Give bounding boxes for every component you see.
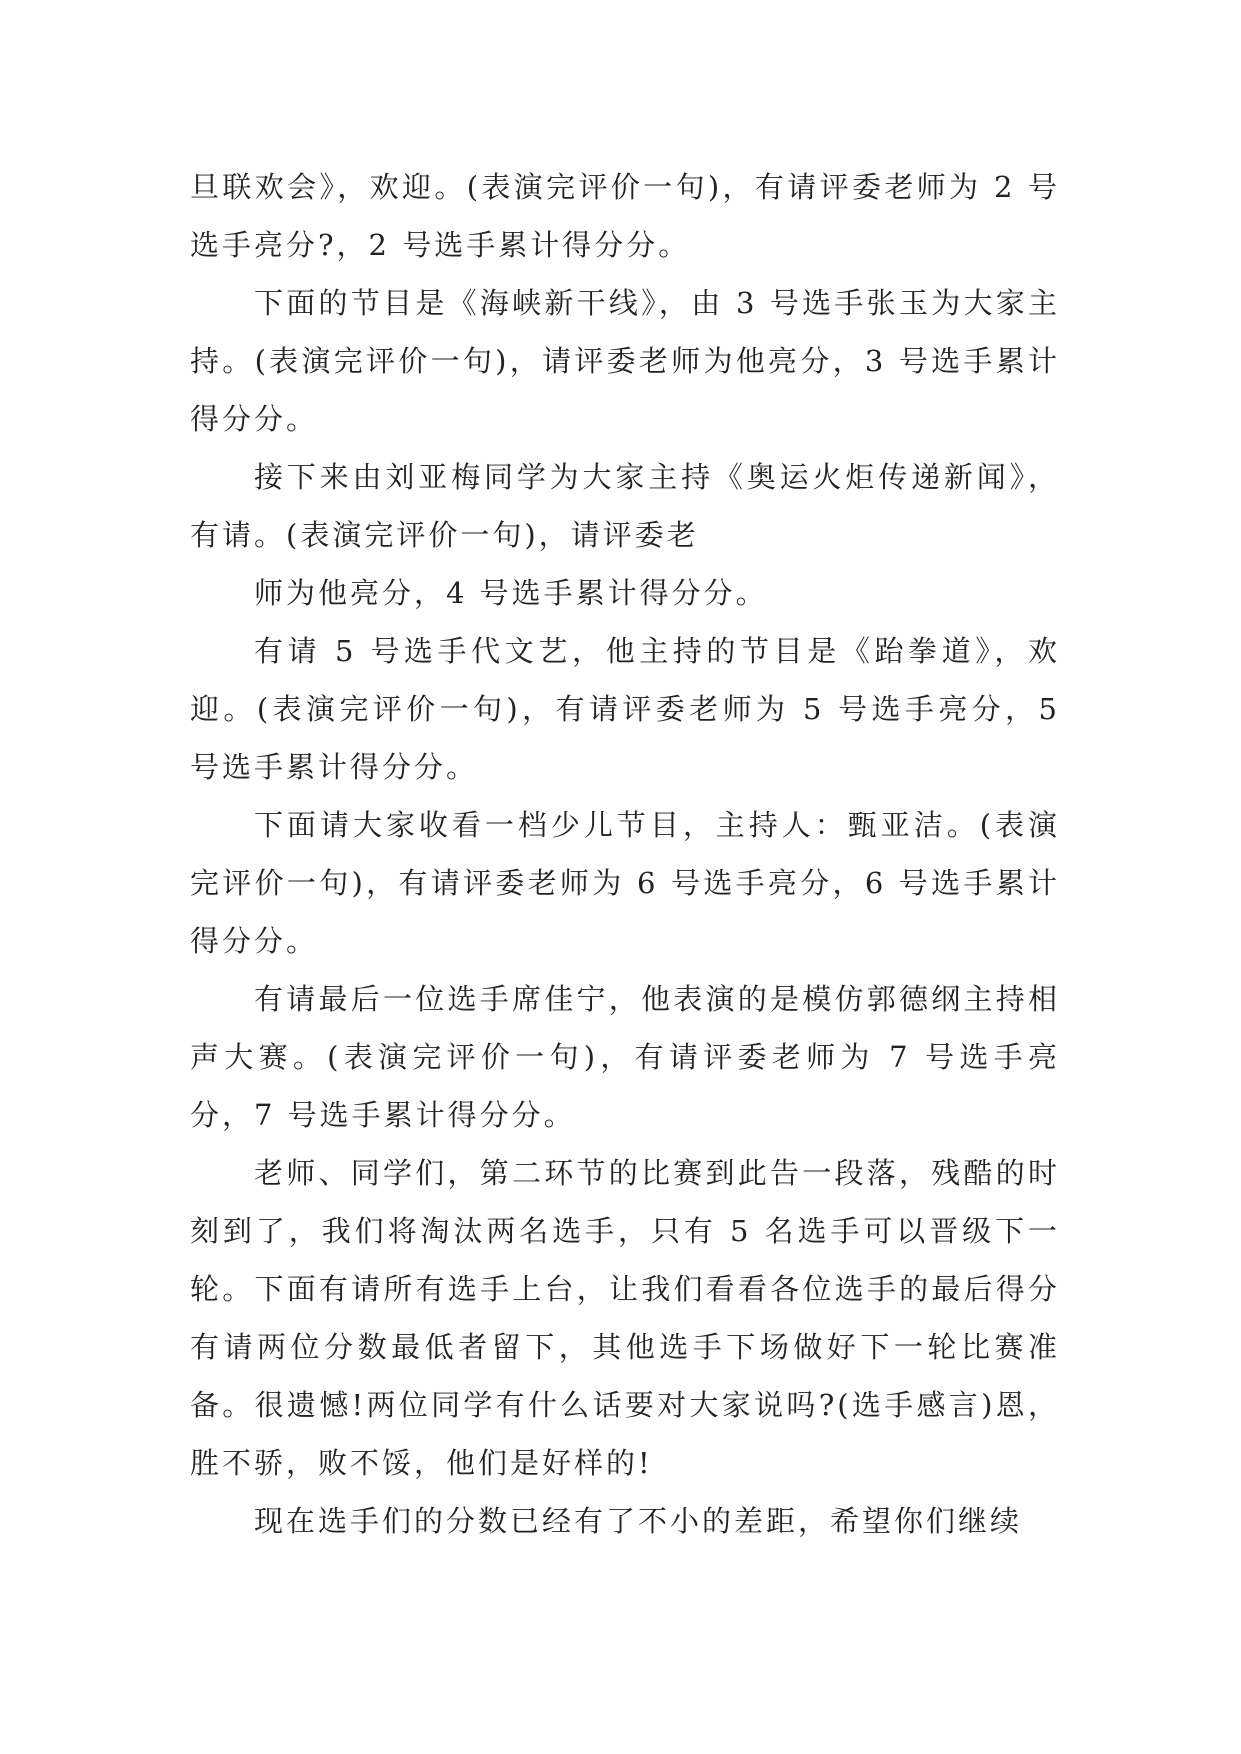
paragraph-2: 下面的节目是《海峡新干线》，由 3 号选手张玉为大家主持。(表演完评价一句)，请评委老师为他亮分，3 号选手累计得分分。 (190, 286, 1060, 436)
paragraph-1: 旦联欢会》，欢迎。(表演完评价一句)，有请评委老师为 2 号选手亮分?，2 号选手累计得分分。 (190, 170, 1060, 262)
paragraph-7: 有请最后一位选手席佳宁，他表演的是模仿郭德纲主持相声大赛。(表演完评价一句)，有请评委老师为 7 号选手亮分，7 号选手累计得分分。 (190, 982, 1060, 1132)
paragraph-8: 老师、同学们，第二环节的比赛到此告一段落，残酷的时刻到了，我们将淘汰两名选手，只有 5 名选手可以晋级下一轮。下面有请所有选手上台，让我们看看各位选手的最后得分 有请两位分数最低者留下，其他选手下场做好下一轮比赛准备。很遗憾!两位同学有什么话要对大家说吗?(选手感言)恩，胜不骄，败不馁，他们是好样的! (190, 1156, 1060, 1480)
paragraph-5: 有请 5 号选手代文艺，他主持的节目是《跆拳道》，欢迎。(表演完评价一句)，有请评委老师为 5 号选手亮分，5 号选手累计得分分。 (190, 634, 1060, 784)
paragraph-4: 师为他亮分，4 号选手累计得分分。 (254, 576, 768, 610)
document-body (190, 158, 1060, 1550)
paragraph-6: 下面请大家收看一档少儿节目，主持人：甄亚洁。(表演完评价一句)，有请评委老师为 6 号选手亮分，6 号选手累计得分分。 (190, 808, 1060, 958)
paragraph-9: 现在选手们的分数已经有了不小的差距，希望你们继续 (254, 1504, 1023, 1538)
paragraph-3: 接下来由刘亚梅同学为大家主持《奥运火炬传递新闻》，有请。(表演完评价一句)，请评委老 (190, 460, 1060, 552)
